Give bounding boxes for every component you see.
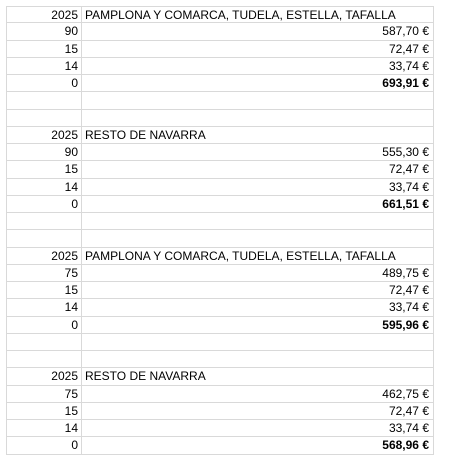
count-cell[interactable]: 15 — [6, 161, 82, 177]
region-cell[interactable]: PAMPLONA Y COMARCA, TUDELA, ESTELLA, TAFALLA — [82, 248, 434, 264]
spreadsheet-grid — [6, 6, 434, 455]
data-row — [6, 403, 434, 420]
header-row — [6, 368, 434, 385]
data-row — [6, 299, 434, 316]
count-cell[interactable]: 15 — [6, 282, 82, 298]
empty-row — [6, 213, 434, 230]
data-row — [6, 179, 434, 196]
count-cell[interactable]: 0 — [6, 317, 82, 333]
empty-cell[interactable] — [82, 92, 434, 108]
empty-cell[interactable] — [6, 92, 82, 108]
empty-cell[interactable] — [82, 110, 434, 126]
data-row — [6, 265, 434, 282]
empty-row — [6, 230, 434, 247]
empty-cell[interactable] — [6, 110, 82, 126]
empty-cell[interactable] — [6, 213, 82, 229]
data-row — [6, 161, 434, 178]
amount-cell[interactable]: 555,30 € — [82, 144, 434, 160]
count-cell[interactable]: 14 — [6, 299, 82, 315]
empty-row — [6, 110, 434, 127]
count-cell[interactable]: 0 — [6, 75, 82, 91]
year-cell[interactable]: 2025 — [6, 368, 82, 384]
year-cell[interactable]: 2025 — [6, 7, 82, 22]
total-row — [6, 75, 434, 92]
empty-cell[interactable] — [82, 230, 434, 246]
empty-cell[interactable] — [82, 334, 434, 350]
region-cell[interactable]: RESTO DE NAVARRA — [82, 368, 434, 384]
data-row — [6, 386, 434, 403]
empty-row — [6, 351, 434, 368]
count-cell[interactable]: 90 — [6, 23, 82, 39]
amount-cell[interactable]: 489,75 € — [82, 265, 434, 281]
amount-cell[interactable]: 72,47 € — [82, 41, 434, 57]
count-cell[interactable]: 14 — [6, 179, 82, 195]
amount-cell[interactable]: 33,74 € — [82, 420, 434, 436]
amount-cell[interactable]: 462,75 € — [82, 386, 434, 402]
count-cell[interactable]: 0 — [6, 196, 82, 212]
amount-cell[interactable]: 33,74 € — [82, 299, 434, 315]
amount-cell[interactable]: 587,70 € — [82, 23, 434, 39]
count-cell[interactable]: 15 — [6, 403, 82, 419]
count-cell[interactable]: 75 — [6, 265, 82, 281]
header-row — [6, 127, 434, 144]
amount-cell[interactable]: 72,47 € — [82, 161, 434, 177]
data-row — [6, 420, 434, 437]
count-cell[interactable]: 0 — [6, 437, 82, 453]
empty-cell[interactable] — [82, 213, 434, 229]
count-cell[interactable]: 14 — [6, 420, 82, 436]
amount-cell[interactable]: 33,74 € — [82, 179, 434, 195]
data-row — [6, 58, 434, 75]
total-row — [6, 196, 434, 213]
year-cell[interactable]: 2025 — [6, 127, 82, 143]
data-row — [6, 41, 434, 58]
count-cell[interactable]: 15 — [6, 41, 82, 57]
region-cell[interactable]: PAMPLONA Y COMARCA, TUDELA, ESTELLA, TAFALLA — [82, 7, 434, 22]
empty-cell[interactable] — [6, 230, 82, 246]
data-row — [6, 144, 434, 161]
count-cell[interactable]: 90 — [6, 144, 82, 160]
amount-cell[interactable]: 33,74 € — [82, 58, 434, 74]
total-amount-cell[interactable]: 693,91 € — [82, 75, 434, 91]
total-amount-cell[interactable]: 595,96 € — [82, 317, 434, 333]
total-row — [6, 317, 434, 334]
empty-cell[interactable] — [6, 334, 82, 350]
header-row — [6, 248, 434, 265]
count-cell[interactable]: 75 — [6, 386, 82, 402]
total-amount-cell[interactable]: 661,51 € — [82, 196, 434, 212]
empty-cell[interactable] — [6, 351, 82, 367]
data-row — [6, 282, 434, 299]
data-row — [6, 23, 434, 40]
total-amount-cell[interactable]: 568,96 € — [82, 437, 434, 453]
empty-row — [6, 92, 434, 109]
amount-cell[interactable]: 72,47 € — [82, 282, 434, 298]
count-cell[interactable]: 14 — [6, 58, 82, 74]
empty-row — [6, 334, 434, 351]
amount-cell[interactable]: 72,47 € — [82, 403, 434, 419]
year-cell[interactable]: 2025 — [6, 248, 82, 264]
total-row — [6, 437, 434, 454]
header-row — [6, 6, 434, 23]
region-cell[interactable]: RESTO DE NAVARRA — [82, 127, 434, 143]
empty-cell[interactable] — [82, 351, 434, 367]
